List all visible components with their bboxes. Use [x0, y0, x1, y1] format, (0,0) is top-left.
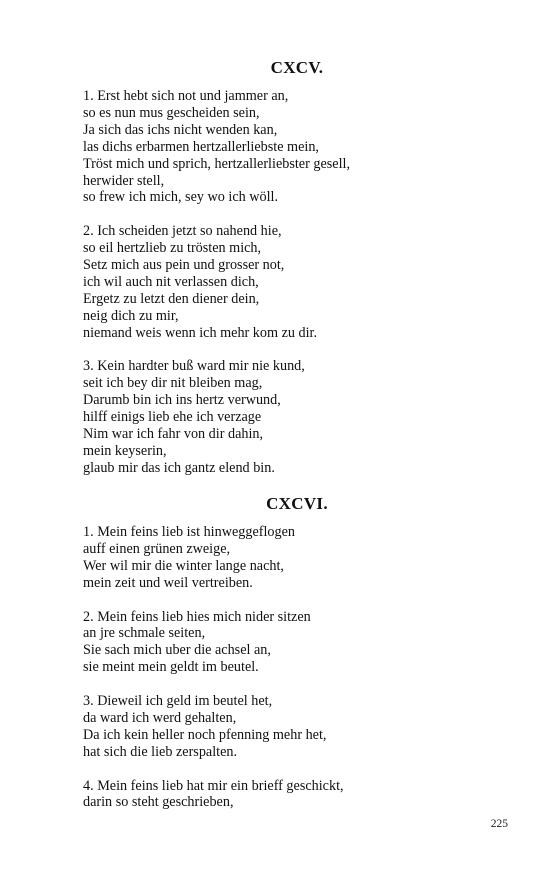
verse-line: Ergetz zu letzt den diener dein,	[83, 290, 260, 307]
verse-line: mein keyserin,	[83, 443, 167, 459]
verse-line: sie meint mein geldt im beutel.	[83, 659, 259, 676]
verse-line: Tröst mich und sprich, hertzallerliebster gesell,	[83, 155, 351, 172]
stanza-3	[83, 358, 523, 476]
page-number: 225	[490, 818, 508, 830]
stanza-1	[83, 88, 523, 206]
poem-section-cxcvi	[83, 494, 523, 811]
verse-line: herwider stell,	[83, 172, 165, 189]
verse-line: ich wil auch nit verlassen dich,	[83, 273, 259, 290]
verse-line: 4. Mein feins lieb hat mir ein brieff geschickt,	[83, 777, 344, 794]
verse-line: 3. Dieweil ich geld im beutel het,	[83, 693, 273, 710]
verse-line: so es nun mus gescheiden sein,	[83, 104, 260, 121]
verse-line: mein zeit und weil vertreiben.	[83, 574, 253, 591]
verse-line: niemand weis wenn ich mehr kom zu dir.	[83, 324, 318, 341]
verse-line: neig dich zu mir,	[83, 307, 179, 324]
verse-line: Ja sich das ichs nicht wenden kan,	[83, 121, 278, 138]
verse-line: 3. Kein hardter buß ward mir nie kund,	[83, 358, 305, 375]
poem-section-cxcv	[83, 58, 523, 477]
verse-line: so frew ich mich, sey wo ich wöll.	[83, 189, 279, 206]
verse-line: darin so steht geschrieben,	[83, 794, 234, 811]
verse-line: 1. Mein feins lieb ist hinweggeflogen	[83, 524, 295, 540]
poem-heading: CXCVI.	[266, 494, 328, 513]
verse-line: an jre schmale seiten,	[83, 625, 206, 642]
verse-line: 2. Ich scheiden jetzt so nahend hie,	[83, 223, 282, 240]
stanza-2	[83, 609, 523, 677]
stanza-4	[83, 778, 523, 812]
verse-line: Sie sach mich uber die achsel an,	[83, 642, 271, 659]
verse-line: auff einen grünen zweige,	[83, 540, 231, 557]
stanza-2	[83, 223, 523, 341]
verse-line: 2. Mein feins lieb hies mich nider sitzen	[83, 608, 311, 625]
verse-line: 1. Erst hebt sich not und jammer an,	[83, 88, 289, 104]
verse-line: seit ich bey dir nit bleiben mag,	[83, 375, 263, 392]
verse-line: Darumb bin ich ins hertz verwund,	[83, 392, 281, 409]
verse-line: hat sich die lieb zerspalten.	[83, 743, 238, 760]
verse-line: Wer wil mir die winter lange nacht,	[83, 557, 284, 574]
verse-line: so eil hertzlieb zu trösten mich,	[83, 240, 262, 257]
poem-heading: CXCV.	[270, 58, 324, 77]
verse-line: da ward ich werd gehalten,	[83, 709, 237, 726]
verse-line: glaub mir das ich gantz elend bin.	[83, 459, 275, 476]
verse-line: hilff einigs lieb ehe ich verzage	[83, 409, 262, 426]
stanza-3	[83, 693, 523, 761]
verse-line: Da ich kein heller noch pfenning mehr het,	[83, 726, 327, 743]
verse-line: Setz mich aus pein und grosser not,	[83, 257, 285, 274]
stanza-1	[83, 524, 523, 592]
verse-line: las dichs erbarmen hertzallerliebste mein,	[83, 138, 319, 155]
verse-line: Nim war ich fahr von dir dahin,	[83, 426, 264, 443]
